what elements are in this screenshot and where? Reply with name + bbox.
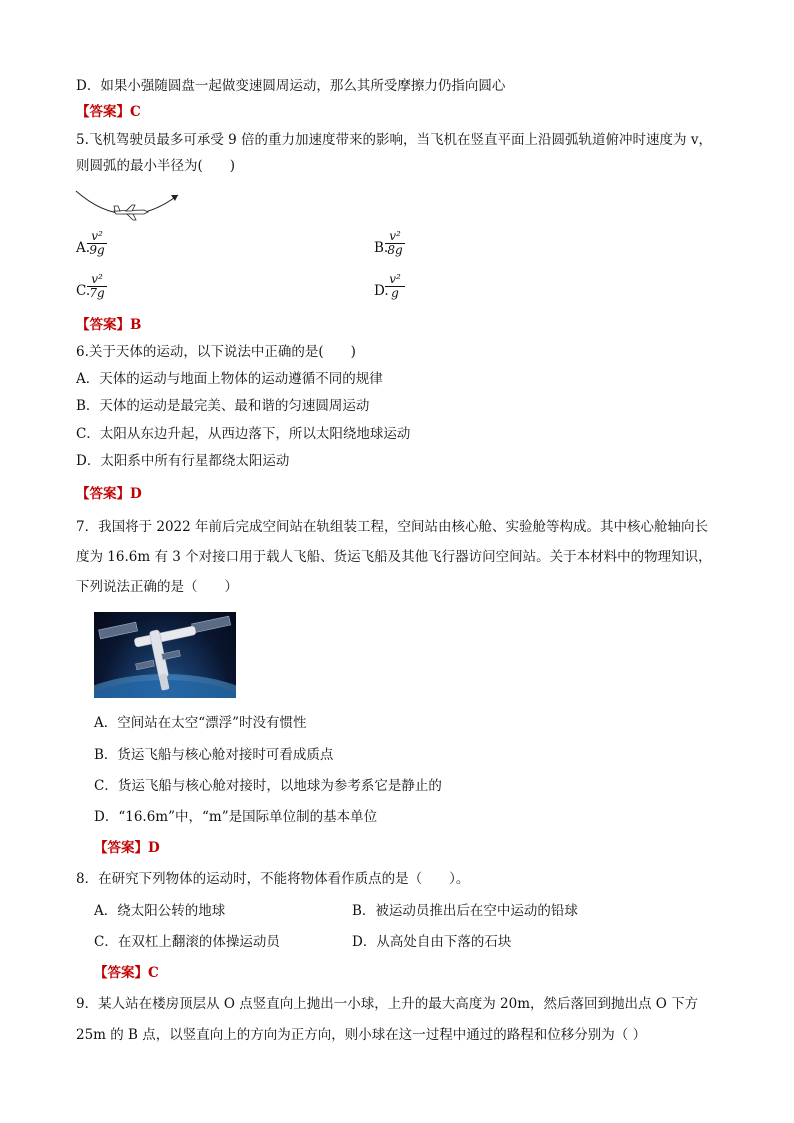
- airplane-icon: [114, 205, 148, 220]
- q8-stem: 8．在研究下列物体的运动时，不能将物体看作质点的是（ ）。: [76, 871, 470, 887]
- q6-stem: 6.关于天体的运动，以下说法中正确的是( ): [76, 344, 356, 360]
- arrow-head: [171, 195, 178, 201]
- q5-option-c-label: C.: [76, 283, 91, 299]
- q7-option-b: B．货运飞船与核心舱对接时可看成质点: [94, 747, 334, 763]
- q4-answer: 【答案】C: [76, 104, 141, 120]
- q5-answer: 【答案】B: [76, 317, 142, 333]
- q7-stem-line3: 下列说法正确的是（ ）: [76, 579, 238, 595]
- q5-option-b-numerator: v²: [385, 230, 405, 244]
- q7-option-a: A．空间站在太空“漂浮”时没有惯性: [94, 715, 307, 731]
- q6-option-d: D．太阳系中所有行星都绕太阳运动: [76, 453, 290, 469]
- q5-option-a-denominator: 9g: [89, 243, 105, 257]
- space-station-photo: [94, 612, 236, 698]
- q8-answer: 【答案】C: [94, 965, 159, 981]
- q5-option-b-fraction: [385, 230, 405, 257]
- q5-option-c-fraction: [87, 273, 107, 300]
- q5-option-b-denominator: 8g: [387, 243, 403, 257]
- q7-option-c: C．货运飞船与核心舱对接时，以地球为参考系它是静止的: [94, 778, 442, 794]
- q8-option-c: C．在双杠上翻滚的体操运动员: [94, 934, 280, 950]
- q5-option-d-numerator: v²: [385, 273, 405, 287]
- q8-option-d: D．从高处自由下落的石块: [352, 934, 512, 950]
- q5-option-a-label: A.: [76, 240, 91, 256]
- q6-option-a: A．天体的运动与地面上物体的运动遵循不同的规律: [76, 371, 383, 387]
- q5-option-d-denominator: g: [391, 286, 399, 300]
- q5-option-a-fraction: [87, 230, 107, 257]
- q8-option-b: B．被运动员推出后在空中运动的铅球: [352, 903, 578, 919]
- q5-option-d-label: D.: [374, 283, 389, 299]
- q5-option-d-fraction: [385, 273, 405, 300]
- q7-option-d: D．“16.6m”中，“m”是国际单位制的基本单位: [94, 809, 378, 825]
- q5-option-b-label: B.: [374, 240, 389, 256]
- q6-answer: 【答案】D: [76, 486, 142, 502]
- q5-option-c-denominator: 7g: [89, 286, 105, 300]
- q7-answer: 【答案】D: [94, 840, 160, 856]
- q5-stem-line1: 5.飞机驾驶员最多可承受 9 倍的重力加速度带来的影响，当飞机在竖直平面上沿圆弧轨道俯冲时速度为 v，: [76, 132, 712, 148]
- q7-stem-line2: 度为 16.6m 有 3 个对接口用于载人飞船、货运飞船及其他飞行器访问空间站。关于本材料中的物理知识，: [76, 549, 712, 565]
- q8-option-a: A．绕太阳公转的地球: [94, 903, 226, 919]
- q4-option-d: D．如果小强随圆盘一起做变速圆周运动，那么其所受摩擦力仍指向圆心: [76, 78, 506, 94]
- q9-stem-line1: 9．某人站在楼房顶层从 O 点竖直向上抛出一小球，上升的最大高度为 20m，然后落回到抛出点 O 下方: [76, 996, 699, 1012]
- q7-stem-line1: 7．我国将于 2022 年前后完成空间站在轨组装工程，空间站由核心舱、实验舱等构成。其中核心舱轴向长: [76, 519, 709, 535]
- q5-stem-line2: 则圆弧的最小半径为( ): [76, 158, 236, 174]
- q5-option-c-numerator: v²: [87, 273, 107, 287]
- space-station-icon: [94, 612, 236, 698]
- q6-option-c: C．太阳从东边升起，从西边落下，所以太阳绕地球运动: [76, 426, 411, 442]
- q9-stem-line2: 25m 的 B 点，以竖直向上的方向为正方向，则小球在这一过程中通过的路程和位移分别为（ ）: [76, 1027, 647, 1043]
- q5-option-a-numerator: v²: [87, 230, 107, 244]
- airplane-arc-figure: [74, 183, 186, 225]
- q6-option-b: B．天体的运动是最完美、最和谐的匀速圆周运动: [76, 398, 370, 414]
